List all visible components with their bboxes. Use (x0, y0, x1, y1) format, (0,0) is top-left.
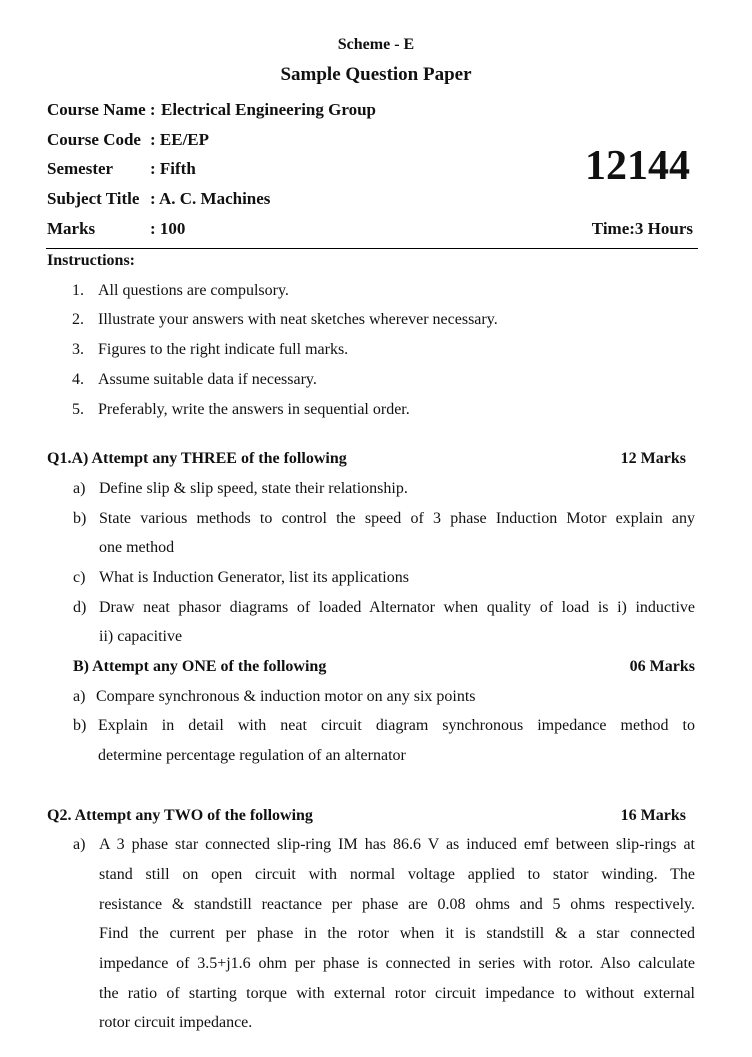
q2-heading: Q2. Attempt any TWO of the following (47, 807, 313, 824)
q2-marks: 16 Marks (620, 807, 686, 824)
question-text: determine percentage regulation of an alternator (98, 747, 406, 764)
question-text: Compare synchronous & induction motor on any six points (96, 688, 476, 705)
question-text: stand still on open circuit with normal voltage applied to stator winding. The (99, 866, 695, 883)
instruction-text: Preferably, write the answers in sequential order. (98, 401, 410, 418)
question-label: d) (73, 599, 87, 616)
question-label: a) (73, 480, 86, 497)
semester-value: : Fifth (150, 159, 196, 178)
question-text: State various methods to control the speed of 3 phase Induction Motor explain any (99, 510, 695, 527)
instruction-text: Figures to the right indicate full marks. (98, 341, 349, 358)
subject-title-value: : A. C. Machines (150, 189, 271, 208)
question-text: Draw neat phasor diagrams of loaded Alternator when quality of load is i) inductive (99, 599, 695, 616)
instruction-text: Assume suitable data if necessary. (98, 371, 317, 388)
q1a-heading: Q1.A) Attempt any THREE of the following (47, 450, 347, 467)
subject-title-label: Subject Title (47, 189, 140, 208)
question-text: impedance of 3.5+j1.6 ohm per phase is connected in series with rotor. Also calculate (99, 955, 695, 972)
header-divider (46, 248, 698, 249)
q1b-heading: B) Attempt any ONE of the following (73, 658, 327, 675)
question-text: one method (99, 539, 175, 556)
question-label: b) (73, 717, 87, 734)
instruction-number: 3. (72, 341, 84, 358)
course-name-label: Course Name : (47, 100, 156, 119)
question-text: Explain in detail with neat circuit diagram synchronous impedance method to (98, 717, 695, 734)
question-text: A 3 phase star connected slip-ring IM has 86.6 V as induced emf between slip-rings at (99, 836, 695, 853)
scheme-label: Scheme - E (337, 36, 415, 53)
question-text: resistance & standstill reactance per phase are 0.08 ohms and 5 ohms respectively. (99, 896, 695, 913)
instruction-number: 2. (72, 311, 84, 328)
page-title: Sample Question Paper (280, 64, 472, 85)
question-text: the ratio of starting torque with external rotor circuit impedance to without external (99, 985, 695, 1002)
instruction-number: 4. (72, 371, 84, 388)
semester-label: Semester (47, 159, 114, 178)
instruction-number: 1. (72, 282, 84, 299)
course-name-value: Electrical Engineering Group (161, 100, 377, 119)
question-label: b) (73, 510, 87, 527)
paper-code-number: 12144 (585, 143, 690, 189)
question-text: What is Induction Generator, list its applications (99, 569, 409, 586)
question-text: Define slip & slip speed, state their relationship. (99, 480, 408, 497)
course-code-value: : EE/EP (150, 130, 210, 149)
question-label: c) (73, 569, 86, 586)
instruction-number: 5. (72, 401, 84, 418)
marks-label: Marks (47, 219, 96, 238)
q1b-marks: 06 Marks (629, 658, 695, 675)
question-label: a) (73, 688, 86, 705)
course-code-label: Course Code (47, 130, 141, 149)
instructions-heading: Instructions: (47, 252, 136, 269)
question-text: rotor circuit impedance. (99, 1014, 253, 1031)
question-label: a) (73, 836, 86, 853)
question-text: ii) capacitive (99, 628, 183, 645)
q1a-marks: 12 Marks (620, 450, 686, 467)
time-label: Time:3 Hours (591, 219, 693, 238)
instruction-text: Illustrate your answers with neat sketches wherever necessary. (98, 311, 498, 328)
instruction-text: All questions are compulsory. (98, 282, 289, 299)
question-text: Find the current per phase in the rotor when it is standstill & a star connected (99, 925, 695, 942)
marks-value: : 100 (150, 219, 186, 238)
